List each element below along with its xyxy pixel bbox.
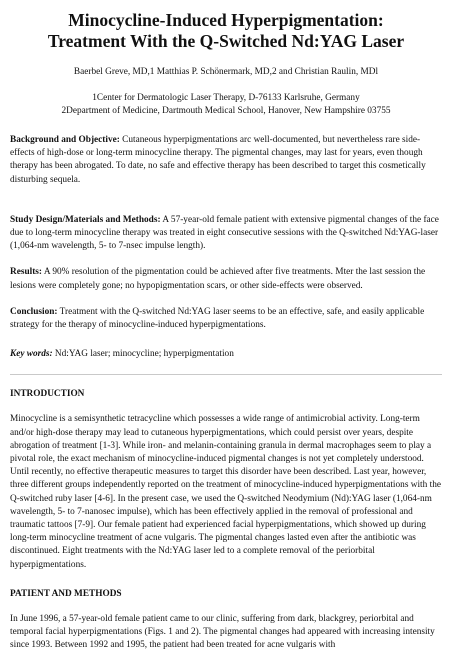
abstract-background [10,134,442,187]
background-text: Cutaneous hyperpigmentations arc well-documented, but nevertheless rare side-effects of high-dose or long-term minocycline therapy. The pigmental changes, may last for years, even though therapy has been abrogated. To date, no safe and effective therapy has been described to target this cosmetically disturbing sequela. [10,135,426,185]
results-text: A 90% resolution of the pigmentation could be achieved after five treatments. Mter the last session the lesions were completely gone; no hypopigmentation scars, or other side-effects were observed. [10,267,426,291]
introduction-heading: INTRODUCTION [10,389,85,400]
keywords-label: Key words: [10,349,53,360]
conclusion-text: Treatment with the Q-switched Nd:YAG laser seems to be an effective, safe, and easily applicable strategy for the therapy of minocycline-induced hyperpigmentations. [10,306,425,331]
conclusion-label: Conclusion: [10,306,58,317]
background-label: Background and Objective: [10,135,120,145]
study-design-text: A 57-year-old female patient with extensive pigmental changes of the face due to long-term minocycline therapy was treated in eight consecutive sessions with the Q-switched Nd:YAG-laser (1,064-nm wavelength, 5- to 7-nsec impulse length). [10,214,439,252]
affiliation-2: 2Department of Medicine, Dartmouth Medical School, Hanover, New Hampshire 03755 [61,106,391,116]
title-line-2: Treatment With the Q-Switched Nd:YAG Laser [47,31,405,51]
study-design-label: Study Design/Materials and Methods: [10,214,161,225]
affiliations [10,92,442,118]
abstract-conclusion [10,306,442,332]
abstract-results [10,266,442,292]
patient-methods-heading: PATIENT AND METHODS [10,588,122,599]
title-line-1: Minocycline-Induced Hyperpigmentation: [68,10,384,30]
introduction-text: Minocycline is a semisynthetic tetracycline which possesses a wide range of antimicrobial activity. Long-term and/or high-dose therapy may lead to cutaneous hyperpigmentations, which could persist over years, despite abrogation of treatment [1-3]. While iron- and melanin-containing granula in dermal macrophages seem to play a pivotal role, the exact mechanism of minocycline-induced pigmental changes is not yet completely understood. Until recently, no effective therapeutic measures to target this disorder have been described. Last year, however, three different groups independently reported on the treatment of minocycline-induced hyperpigmentations with the Q-switched ruby laser [4-6]. In the present case, we used the Q-switched Neodymium (Nd):YAG laser (1,064-nm wavelength, 5- to 7-nanosec impulse), which has been effectively applied in the removal of professional and traumatic tattoos [7-9]. Our female patient had experienced facial hyperpigmentations, which showed up during long-term minocycline treatment of acne vulgaris. The pigmental changes lasted even after the antibiotic was discontinued. Eight treatments with the Nd:YAG laser led to a complete removal of the periorbital hyperpigmentations. [10,414,441,570]
keywords-text: Nd:YAG laser; minocycline; hyperpigmentation [52,349,234,360]
patient-methods-text: In June 1996, a 57-year-old female patient came to our clinic, suffering from dark, blackgrey, periorbital and temporal facial hyperpigmentations (Figs. 1 and 2). The pigmental changes had appeared with increasing intensity since 1993. Between 1992 and 1995, the patient had been treated for acne vulgaris with [10,613,435,651]
section-divider [10,374,442,375]
paper-title [10,10,442,52]
affiliation-1: 1Center for Dermatologic Laser Therapy, D-76133 Karlsruhe, Germany [92,93,360,103]
author-list: Baerbel Greve, MD,1 Matthias P. Schönermark, MD,2 and Christian Raulin, MDl [73,67,379,77]
abstract-study-design [10,214,442,254]
results-label: Results: [10,267,43,278]
keywords [10,348,442,361]
